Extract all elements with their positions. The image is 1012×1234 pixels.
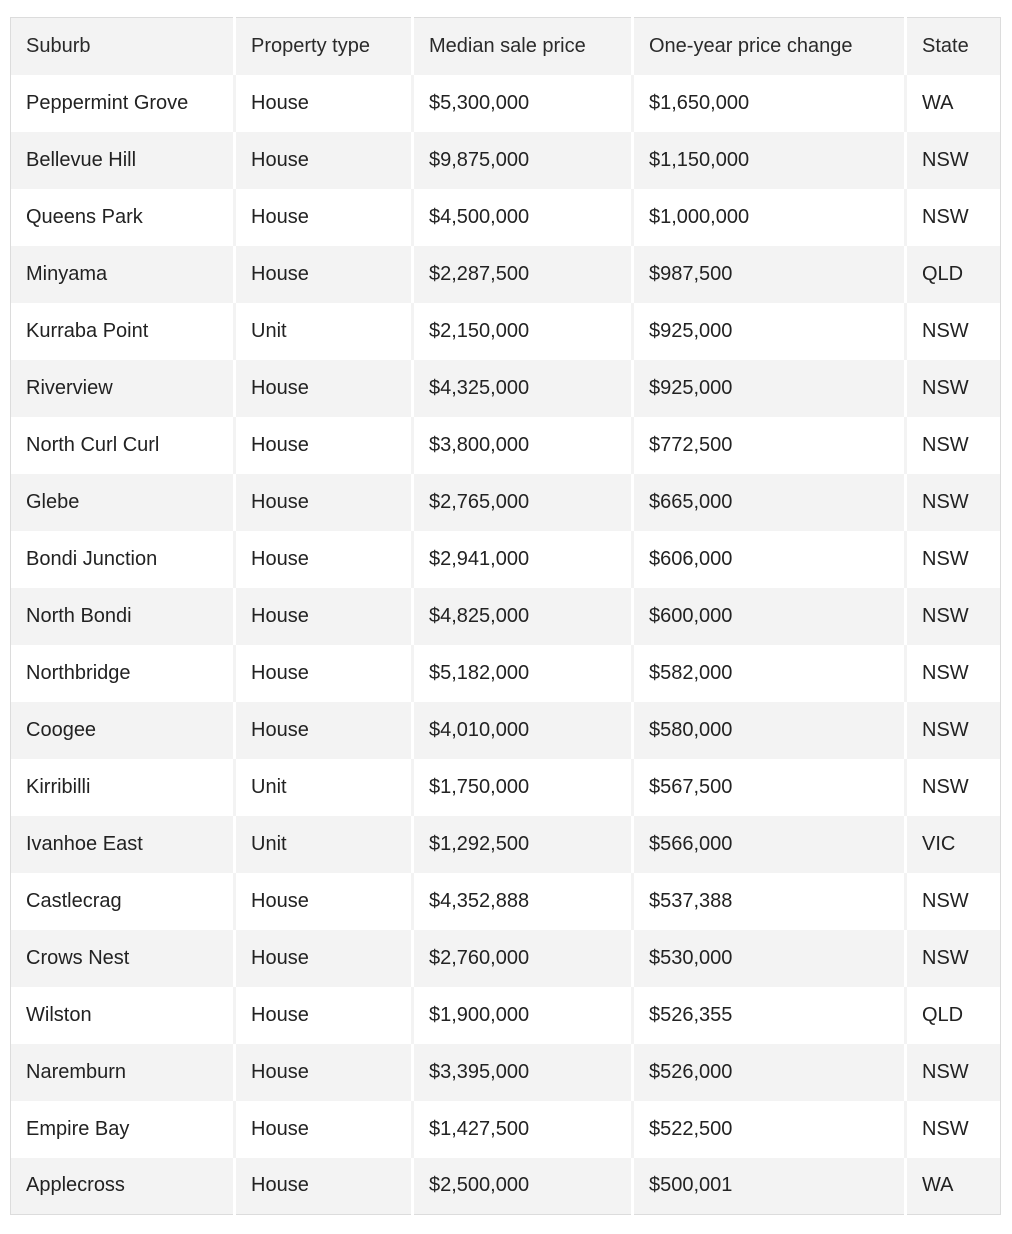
price-change-cell: $530,000	[633, 930, 906, 987]
median-sale-price-cell: $5,300,000	[413, 75, 633, 132]
state-cell: NSW	[922, 718, 969, 741]
state-cell: WA	[922, 91, 954, 114]
table-row	[11, 1044, 1001, 1101]
property-type-cell: House	[235, 246, 413, 303]
table-row	[11, 1158, 1001, 1215]
table-row	[11, 132, 1001, 189]
suburb-cell: Queens Park	[11, 189, 235, 246]
header-row	[11, 18, 1001, 75]
price-change-cell: $580,000	[633, 702, 906, 759]
property-type-cell: House	[235, 417, 413, 474]
table-row	[11, 189, 1001, 246]
price-change-cell: $987,500	[633, 246, 906, 303]
suburb-cell: Castlecrag	[11, 873, 235, 930]
table-row	[11, 588, 1001, 645]
table-header	[11, 18, 1001, 75]
state-cell: QLD	[922, 1003, 964, 1026]
price-change-cell: $526,000	[633, 1044, 906, 1101]
state-cell: NSW	[922, 490, 969, 513]
state-cell: NSW	[922, 604, 969, 627]
median-sale-price-cell: $2,150,000	[413, 303, 633, 360]
median-sale-price-cell: $2,941,000	[413, 531, 633, 588]
table-row	[11, 360, 1001, 417]
table-row	[11, 303, 1001, 360]
state-cell: NSW	[922, 547, 969, 570]
state-cell: NSW	[922, 376, 969, 399]
median-sale-price-cell: $2,500,000	[413, 1158, 633, 1215]
property-type-cell: House	[235, 873, 413, 930]
price-change-cell: $500,001	[633, 1158, 906, 1215]
price-change-cell: $600,000	[633, 588, 906, 645]
property-type-cell: House	[235, 474, 413, 531]
table-body	[11, 75, 1001, 1215]
price-change-cell: $1,000,000	[633, 189, 906, 246]
suburb-cell: Riverview	[11, 360, 235, 417]
property-type-cell: House	[235, 132, 413, 189]
column-header-one-year-price-change: One-year price change	[633, 18, 906, 75]
state-cell: NSW	[922, 1117, 969, 1140]
suburb-cell: Crows Nest	[11, 930, 235, 987]
price-change-cell: $606,000	[633, 531, 906, 588]
table-row	[11, 987, 1001, 1044]
state-cell: WA	[922, 1174, 954, 1197]
property-type-cell: House	[235, 1101, 413, 1158]
state-cell: NSW	[922, 889, 969, 912]
property-type-cell: House	[235, 75, 413, 132]
suburb-cell: North Bondi	[11, 588, 235, 645]
suburb-cell: Naremburn	[11, 1044, 235, 1101]
suburb-cell: Northbridge	[11, 645, 235, 702]
median-sale-price-cell: $1,292,500	[413, 816, 633, 873]
median-sale-price-cell: $1,900,000	[413, 987, 633, 1044]
suburb-cell: Bellevue Hill	[11, 132, 235, 189]
property-type-cell: House	[235, 360, 413, 417]
table-row	[11, 246, 1001, 303]
column-header-median-sale-price: Median sale price	[413, 18, 633, 75]
price-change-cell: $772,500	[633, 417, 906, 474]
property-type-cell: House	[235, 1158, 413, 1215]
price-change-cell: $925,000	[633, 303, 906, 360]
median-sale-price-cell: $1,427,500	[413, 1101, 633, 1158]
column-header-suburb: Suburb	[11, 18, 235, 75]
median-sale-price-cell: $4,010,000	[413, 702, 633, 759]
table-row	[11, 873, 1001, 930]
suburb-cell: Kurraba Point	[11, 303, 235, 360]
median-sale-price-cell: $4,825,000	[413, 588, 633, 645]
property-type-cell: House	[235, 930, 413, 987]
property-table-container	[10, 17, 1000, 1215]
property-type-cell: House	[235, 1044, 413, 1101]
column-header-state: State	[922, 34, 969, 57]
median-sale-price-cell: $1,750,000	[413, 759, 633, 816]
table-row	[11, 759, 1001, 816]
price-change-cell: $665,000	[633, 474, 906, 531]
state-cell: QLD	[922, 262, 964, 285]
suburb-cell: Ivanhoe East	[11, 816, 235, 873]
column-header-property-type: Property type	[235, 18, 413, 75]
price-change-cell: $1,650,000	[633, 75, 906, 132]
price-change-cell: $925,000	[633, 360, 906, 417]
suburb-cell: Minyama	[11, 246, 235, 303]
state-cell: NSW	[922, 775, 969, 798]
table-row	[11, 1101, 1001, 1158]
suburb-cell: Wilston	[11, 987, 235, 1044]
table-row	[11, 930, 1001, 987]
state-cell: NSW	[922, 946, 969, 969]
median-sale-price-cell: $2,760,000	[413, 930, 633, 987]
state-cell: NSW	[922, 433, 969, 456]
table-row	[11, 816, 1001, 873]
state-cell: NSW	[922, 319, 969, 342]
suburb-cell: Bondi Junction	[11, 531, 235, 588]
price-change-cell: $526,355	[633, 987, 906, 1044]
property-type-cell: House	[235, 189, 413, 246]
property-type-cell: Unit	[235, 759, 413, 816]
median-sale-price-cell: $2,765,000	[413, 474, 633, 531]
property-type-cell: House	[235, 645, 413, 702]
median-sale-price-cell: $4,352,888	[413, 873, 633, 930]
suburb-cell: North Curl Curl	[11, 417, 235, 474]
price-change-cell: $522,500	[633, 1101, 906, 1158]
table-row	[11, 417, 1001, 474]
median-sale-price-cell: $4,325,000	[413, 360, 633, 417]
median-sale-price-cell: $2,287,500	[413, 246, 633, 303]
state-cell: NSW	[922, 1060, 969, 1083]
suburb-cell: Peppermint Grove	[11, 75, 235, 132]
suburb-price-table	[10, 17, 1001, 1215]
table-row	[11, 645, 1001, 702]
state-cell: NSW	[922, 661, 969, 684]
property-type-cell: Unit	[235, 816, 413, 873]
table-row	[11, 702, 1001, 759]
table-row	[11, 531, 1001, 588]
property-type-cell: House	[235, 588, 413, 645]
property-type-cell: House	[235, 987, 413, 1044]
property-type-cell: House	[235, 531, 413, 588]
suburb-cell: Empire Bay	[11, 1101, 235, 1158]
table-row	[11, 474, 1001, 531]
price-change-cell: $537,388	[633, 873, 906, 930]
median-sale-price-cell: $3,395,000	[413, 1044, 633, 1101]
median-sale-price-cell: $9,875,000	[413, 132, 633, 189]
price-change-cell: $567,500	[633, 759, 906, 816]
price-change-cell: $1,150,000	[633, 132, 906, 189]
price-change-cell: $582,000	[633, 645, 906, 702]
suburb-cell: Applecross	[11, 1158, 235, 1215]
table-row	[11, 75, 1001, 132]
state-cell: VIC	[922, 832, 956, 855]
suburb-cell: Kirribilli	[11, 759, 235, 816]
median-sale-price-cell: $4,500,000	[413, 189, 633, 246]
median-sale-price-cell: $3,800,000	[413, 417, 633, 474]
property-type-cell: House	[235, 702, 413, 759]
suburb-cell: Coogee	[11, 702, 235, 759]
median-sale-price-cell: $5,182,000	[413, 645, 633, 702]
state-cell: NSW	[922, 148, 969, 171]
suburb-cell: Glebe	[11, 474, 235, 531]
property-type-cell: Unit	[235, 303, 413, 360]
state-cell: NSW	[922, 205, 969, 228]
price-change-cell: $566,000	[633, 816, 906, 873]
